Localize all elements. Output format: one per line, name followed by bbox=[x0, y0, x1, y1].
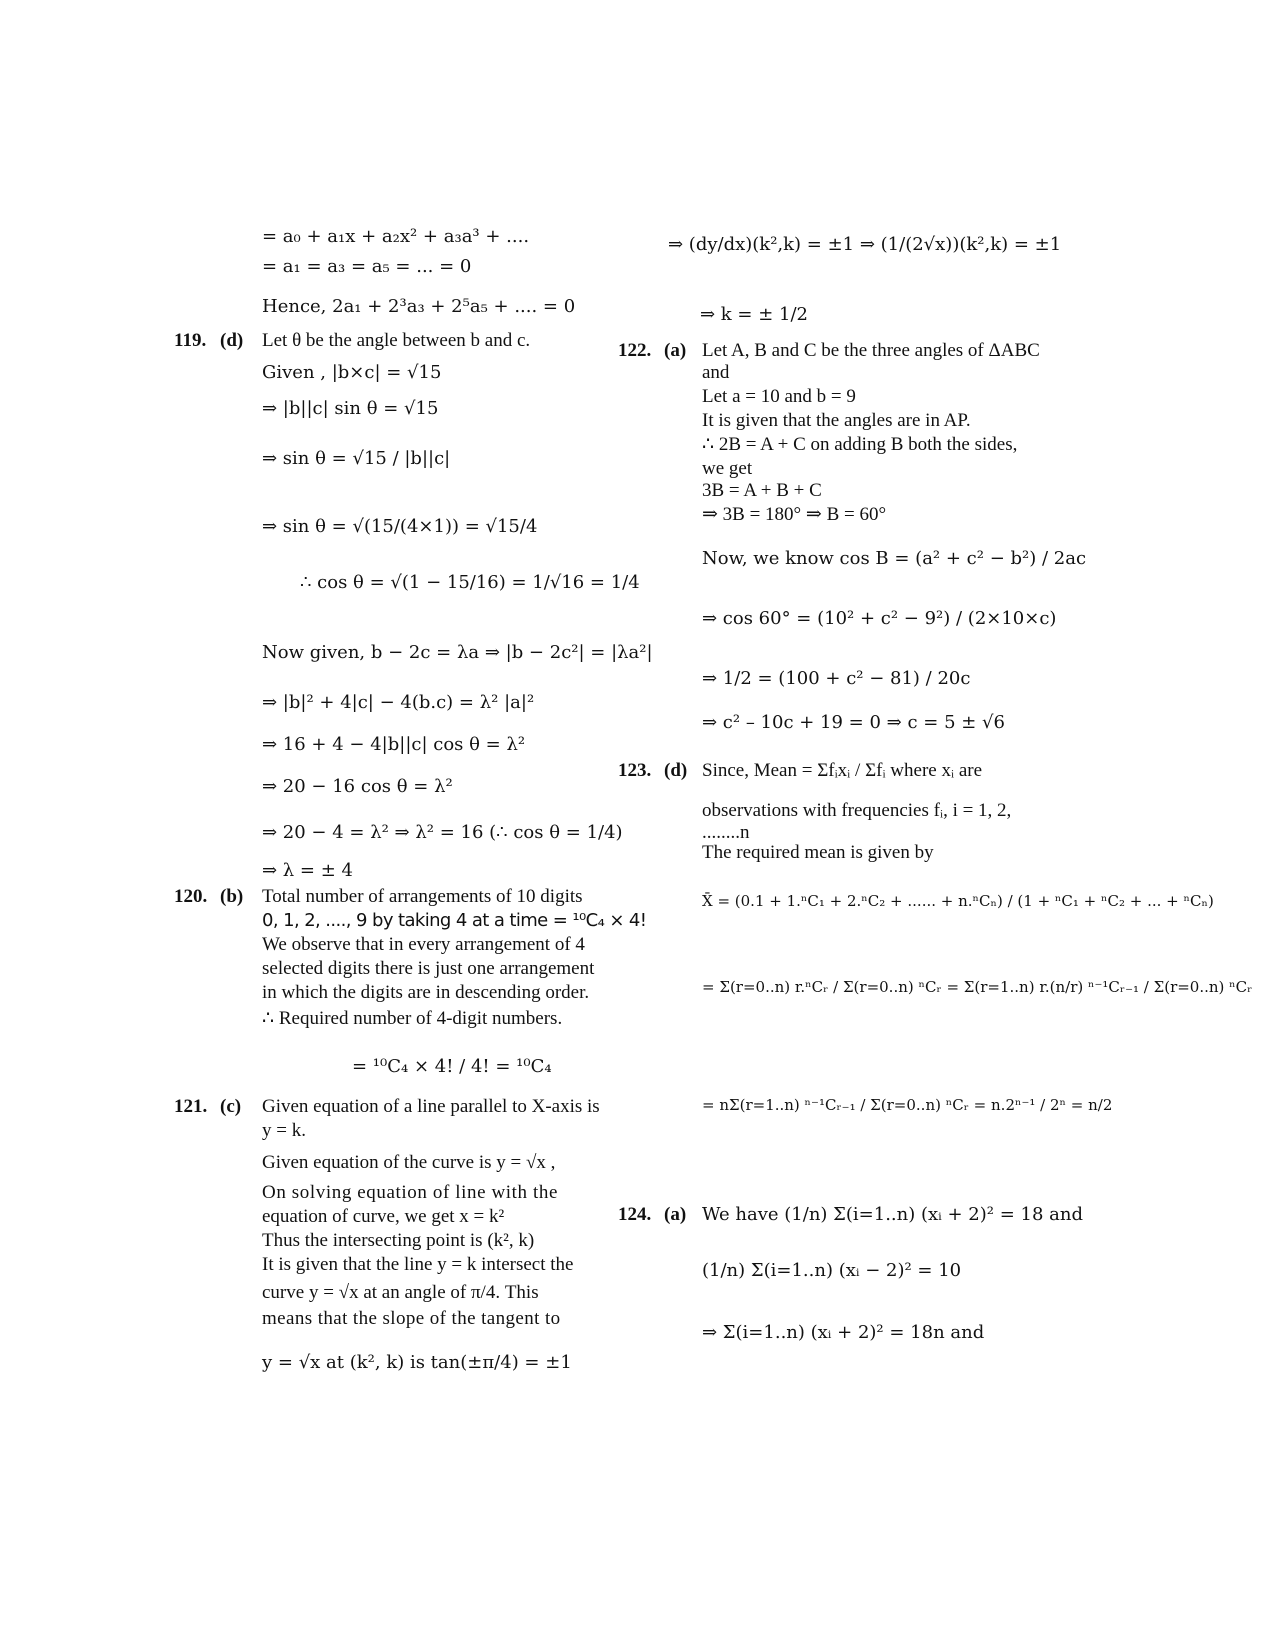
solution-line: ⇒ 16 + 4 − 4|b||c| cos θ = λ² bbox=[262, 734, 526, 755]
solution-line: = Σ(r=0..n) r.ⁿCᵣ / Σ(r=0..n) ⁿCᵣ = Σ(r=1..n) r.(n/r) ⁿ⁻¹Cᵣ₋₁ / Σ(r=0..n) ⁿCᵣ bbox=[702, 978, 1253, 996]
solution-line: ⇒ Σ(i=1..n) (xᵢ + 2)² = 18n and bbox=[702, 1322, 985, 1343]
solution-line: The required mean is given by bbox=[702, 842, 934, 863]
solution-line: Given , |b×c| = √15 bbox=[262, 362, 442, 383]
solution-line: It is given that the line y = k intersect the bbox=[262, 1254, 574, 1275]
answer-key: (d) bbox=[220, 330, 244, 351]
answer-key: (d) bbox=[664, 760, 688, 781]
solution-line: Since, Mean = Σfᵢxᵢ / Σfᵢ where xᵢ are bbox=[702, 760, 983, 781]
solution-line: Now, we know cos B = (a² + c² − b²) / 2ac bbox=[702, 548, 1087, 569]
solution-line: ⇒ |b|² + 4|c| − 4(b.c) = λ² |a|² bbox=[262, 692, 535, 713]
solution-line: observations with frequencies fᵢ, i = 1, 2, bbox=[702, 800, 1012, 821]
solution-line: ⇒ 3B = 180° ⇒ B = 60° bbox=[702, 504, 887, 525]
answer-key: (b) bbox=[220, 886, 244, 907]
solution-line: means that the slope of the tangent to bbox=[262, 1308, 561, 1329]
solution-line: ⇒ sin θ = √15 / |b||c| bbox=[262, 448, 451, 469]
solution-line: ⇒ 20 − 4 = λ² ⇒ λ² = 16 (∴ cos θ = 1/4) bbox=[262, 822, 623, 843]
eq-line: = a₀ + a₁x + a₂x² + a₃a³ + .... bbox=[262, 226, 530, 247]
solution-line: and bbox=[702, 362, 730, 383]
question-number: 122. bbox=[618, 340, 652, 361]
solution-line: ⇒ c² – 10c + 19 = 0 ⇒ c = 5 ± √6 bbox=[702, 712, 1005, 733]
solution-line: Total number of arrangements of 10 digits bbox=[262, 886, 583, 907]
eq-line: ⇒ (dy/dx)(k²,k) = ±1 ⇒ (1/(2√x))(k²,k) = ±1 bbox=[668, 234, 1062, 255]
solution-line: Thus the intersecting point is (k², k) bbox=[262, 1230, 535, 1251]
question-number: 120. bbox=[174, 886, 208, 907]
solution-line: Given equation of the curve is y = √x , bbox=[262, 1152, 556, 1173]
solution-line: ⇒ cos 60° = (10² + c² − 9²) / (2×10×c) bbox=[702, 608, 1057, 629]
solution-line: equation of curve, we get x = k² bbox=[262, 1206, 505, 1227]
solution-line: ⇒ 20 − 16 cos θ = λ² bbox=[262, 776, 453, 797]
eq-line: ⇒ k = ± 1/2 bbox=[700, 304, 809, 325]
solution-line: ........n bbox=[702, 822, 750, 843]
answer-key: (c) bbox=[220, 1096, 242, 1117]
eq-line: = a₁ = a₃ = a₅ = ... = 0 bbox=[262, 256, 472, 277]
solution-line: Given equation of a line parallel to X-axis is bbox=[262, 1096, 600, 1117]
solution-line: y = √x at (k², k) is tan(±π/4) = ±1 bbox=[262, 1352, 572, 1373]
solution-line: = nΣ(r=1..n) ⁿ⁻¹Cᵣ₋₁ / Σ(r=0..n) ⁿCᵣ = n.2ⁿ⁻¹ / 2ⁿ = n/2 bbox=[702, 1096, 1113, 1114]
solution-line: 3B = A + B + C bbox=[702, 480, 822, 501]
solution-line: ⇒ 1/2 = (100 + c² − 81) / 20c bbox=[702, 668, 971, 689]
solution-line: X̄ = (0.1 + 1.ⁿC₁ + 2.ⁿC₂ + ...... + n.ⁿCₙ) / (1 + ⁿC₁ + ⁿC₂ + ... + ⁿCₙ) bbox=[702, 892, 1214, 910]
question-number: 121. bbox=[174, 1096, 208, 1117]
solution-line: (1/n) Σ(i=1..n) (xᵢ − 2)² = 10 bbox=[702, 1260, 962, 1281]
question-number: 124. bbox=[618, 1204, 652, 1225]
solution-line: in which the digits are in descending order. bbox=[262, 982, 590, 1003]
solution-line: Let θ be the angle between b and c. bbox=[262, 330, 531, 351]
solution-line: We observe that in every arrangement of 4 bbox=[262, 934, 585, 955]
solution-line: Let A, B and C be the three angles of ΔABC bbox=[702, 340, 1040, 361]
solution-line: 0, 1, 2, ...., 9 by taking 4 at a time = ¹⁰C₄ × 4! bbox=[262, 910, 647, 931]
solution-line: We have (1/n) Σ(i=1..n) (xᵢ + 2)² = 18 and bbox=[702, 1204, 1083, 1225]
solution-line: curve y = √x at an angle of π/4. This bbox=[262, 1282, 539, 1303]
solution-line: we get bbox=[702, 458, 753, 479]
solution-line: selected digits there is just one arrangement bbox=[262, 958, 595, 979]
solution-line: ∴ 2B = A + C on adding B both the sides, bbox=[702, 434, 1018, 455]
solution-line: ⇒ |b||c| sin θ = √15 bbox=[262, 398, 439, 419]
question-number: 119. bbox=[174, 330, 207, 351]
solution-line: ⇒ sin θ = √(15/(4×1)) = √15/4 bbox=[262, 516, 538, 537]
solution-line: It is given that the angles are in AP. bbox=[702, 410, 971, 431]
question-number: 123. bbox=[618, 760, 652, 781]
answer-key: (a) bbox=[664, 340, 687, 361]
solution-line: Let a = 10 and b = 9 bbox=[702, 386, 856, 407]
solution-line: = ¹⁰C₄ × 4! / 4! = ¹⁰C₄ bbox=[352, 1056, 552, 1077]
eq-line: Hence, 2a₁ + 2³a₃ + 2⁵a₅ + .... = 0 bbox=[262, 296, 576, 317]
solution-line: Now given, b − 2c = λa ⇒ |b − 2c²| = |λa²| bbox=[262, 642, 653, 663]
solution-line: ∴ cos θ = √(1 − 15/16) = 1/√16 = 1/4 bbox=[300, 572, 640, 593]
answer-key: (a) bbox=[664, 1204, 687, 1225]
solution-line: ∴ Required number of 4-digit numbers. bbox=[262, 1008, 563, 1029]
solution-line: On solving equation of line with the bbox=[262, 1182, 559, 1203]
solution-line: y = k. bbox=[262, 1120, 306, 1141]
solution-line: ⇒ λ = ± 4 bbox=[262, 860, 353, 881]
